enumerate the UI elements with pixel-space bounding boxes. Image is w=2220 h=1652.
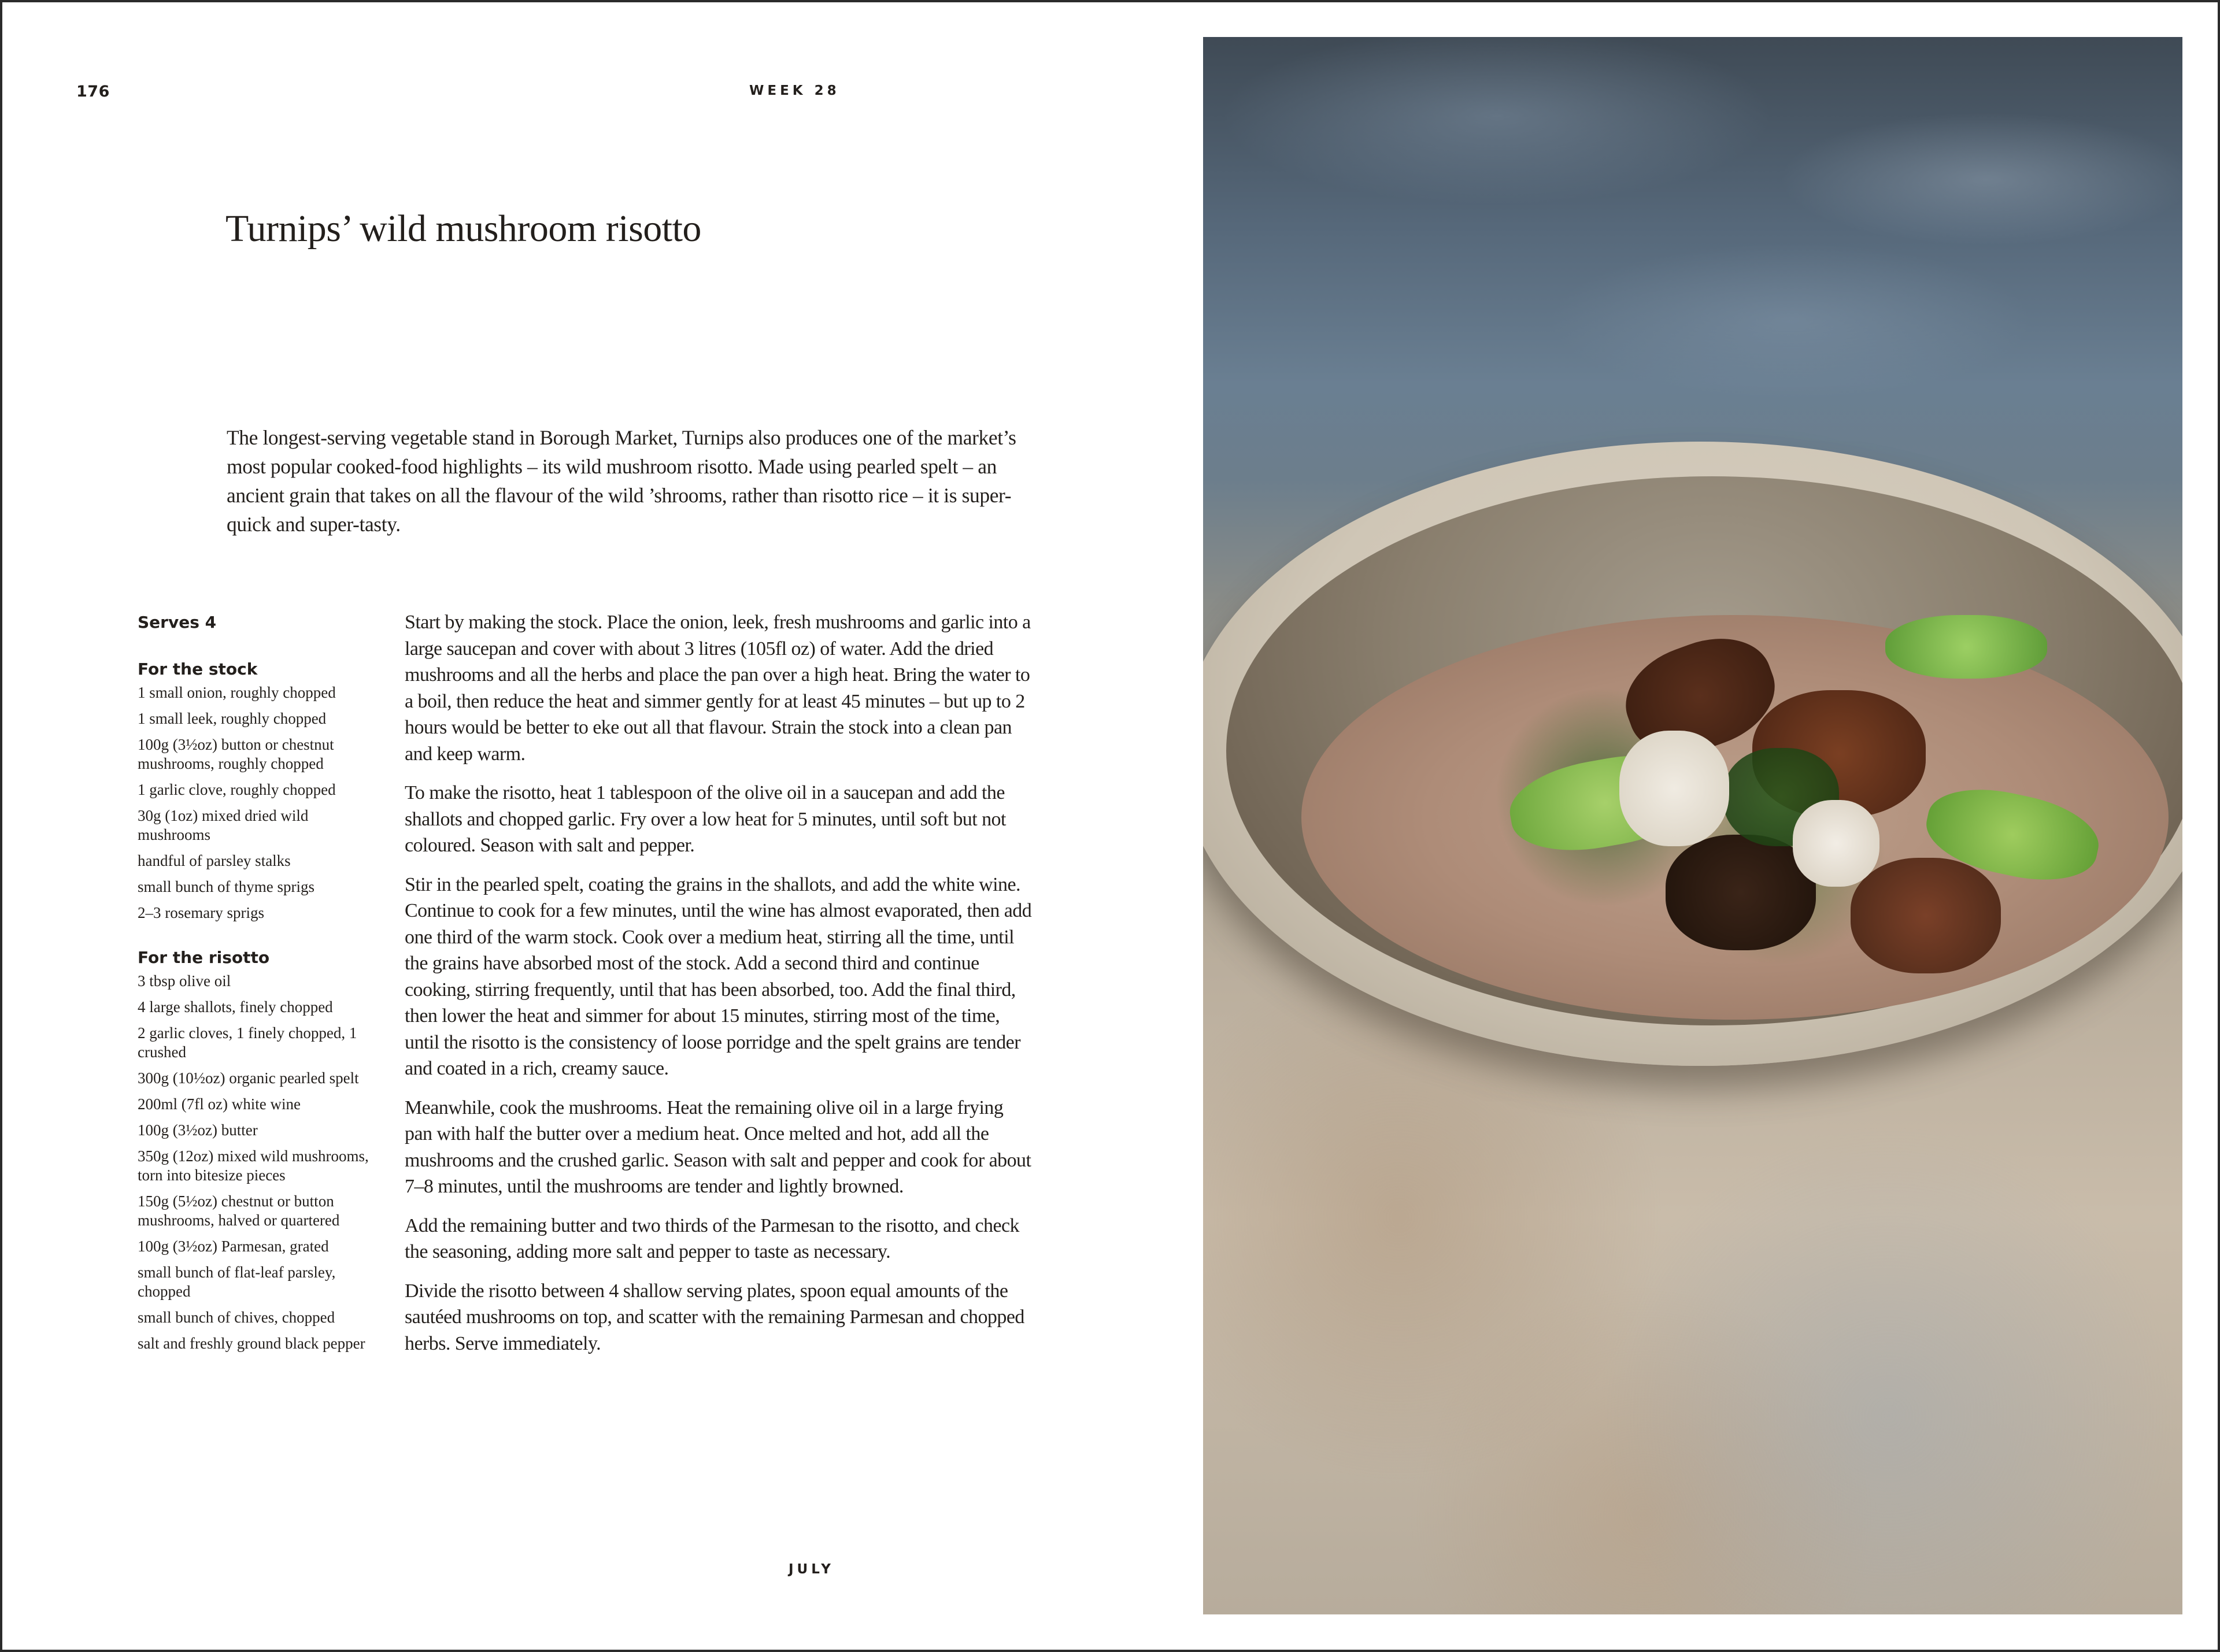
ingredients-column (138, 613, 380, 1379)
method-step: Meanwhile, cook the mushrooms. Heat the remaining olive oil in a large frying pan with half the butter over a medium heat. Once melted and hot, add all the mushrooms and the crushed garlic. Season with salt and pepper and cook for about 7–8 minutes, until the mushrooms are tender and lightly browned. (405, 1097, 1031, 1197)
ingredient-item: 100g (3½oz) butter (138, 1121, 258, 1139)
ingredient-item: 300g (10½oz) organic pearled spelt (138, 1069, 359, 1087)
mushroom (1851, 858, 2001, 973)
ingredient-item: 1 garlic clove, roughly chopped (138, 781, 336, 798)
method-step: Add the remaining butter and two thirds of the Parmesan to the risotto, and check the seasoning, adding more salt and pepper to taste as necessary. (405, 1214, 1020, 1262)
parmesan-shaving (1619, 731, 1729, 846)
ingredient-list-risotto (138, 972, 380, 1353)
page-number: 176 (76, 83, 110, 101)
ingredient-item: 30g (1oz) mixed dried wild mushrooms (138, 807, 309, 843)
ingredient-section-heading-risotto: For the risotto (138, 948, 270, 967)
method-column (405, 609, 1032, 1369)
running-head: WEEK 28 (749, 83, 840, 98)
ingredient-item: 150g (5½oz) chestnut or button mushrooms, halved or quartered (138, 1192, 340, 1229)
recipe-title: Turnips’ wild mushroom risotto (225, 208, 701, 250)
ingredient-item: 1 small onion, roughly chopped (138, 684, 336, 701)
ingredient-item: 1 small leek, roughly chopped (138, 710, 327, 727)
ingredient-item: small bunch of chives, chopped (138, 1309, 335, 1326)
method-step: Stir in the pearled spelt, coating the grains in the shallots, and add the white wine. Continue to cook for a few minutes, until the wine has almost evaporated, then add one third of the warm stock. Cook over a medium heat, stirring all the time, until the grains have absorbed most of the stock. Add a second third and continue cooking, stirring frequently, until that has been absorbed, too. Add the final third, then lower the heat and simmer for about 15 minutes, stirring most of the time, until the risotto is the consistency of loose porridge and the spelt grains are tender and coated in a rich, creamy sauce. (405, 873, 1032, 1079)
ingredient-item: salt and freshly ground black pepper (138, 1335, 365, 1352)
ingredient-item: 2–3 rosemary sprigs (138, 904, 264, 921)
recipe-intro: The longest-serving vegetable stand in Borough Market, Turnips also produces one of the market’s most popular cooked-food highlights – its wild mushroom risotto. Made using pearled spelt – an ancient grain that takes on all the flavour of the wild ’shrooms, rather than risotto rice – it is super-quick and super-tasty. (227, 426, 1016, 536)
method-step: To make the risotto, heat 1 tablespoon of the olive oil in a saucepan and add the shallots and chopped garlic. Fry over a low heat for 5 minutes, until soft but not coloured. Season with salt and pepper. (405, 782, 1006, 856)
serves-label: Serves 4 (138, 613, 217, 632)
method-step: Start by making the stock. Place the onion, leek, fresh mushrooms and garlic into a large saucepan and cover with about 3 litres (105fl oz) of water. Add the dried mushrooms and all the herbs and place the pan over a high heat. Bring the water to a boil, then reduce the heat and simmer gently for at least 45 minutes – but up to 2 hours would be better to eke out all that flavour. Strain the stock into a clean pan and keep warm. (405, 612, 1031, 765)
herb-garnish (1885, 615, 2047, 679)
ingredient-section-heading-stock: For the stock (138, 660, 258, 679)
footer-month: JULY (789, 1562, 834, 1577)
method-step: Divide the risotto between 4 shallow serving plates, spoon equal amounts of the sautéed mushrooms on top, and scatter with the remaining Parmesan and chopped herbs. Serve immediately. (405, 1280, 1024, 1354)
ingredient-list-stock (138, 683, 380, 923)
ingredient-item: 350g (12oz) mixed wild mushrooms, torn into bitesize pieces (138, 1147, 369, 1184)
ingredient-item: 4 large shallots, finely chopped (138, 998, 333, 1016)
ingredient-item: 100g (3½oz) Parmesan, grated (138, 1238, 329, 1255)
ingredient-item: 200ml (7fl oz) white wine (138, 1095, 301, 1113)
ingredient-item: 3 tbsp olive oil (138, 972, 231, 990)
ingredient-item: small bunch of thyme sprigs (138, 878, 314, 895)
ingredient-item: handful of parsley stalks (138, 852, 291, 869)
ingredient-item: 2 garlic cloves, 1 finely chopped, 1 crushed (138, 1024, 357, 1061)
risotto-photo (1203, 37, 2182, 1614)
ingredient-item: 100g (3½oz) button or chestnut mushrooms, roughly chopped (138, 736, 334, 772)
parmesan-shaving (1793, 800, 1879, 887)
ingredient-item: small bunch of flat-leaf parsley, chopped (138, 1264, 336, 1300)
